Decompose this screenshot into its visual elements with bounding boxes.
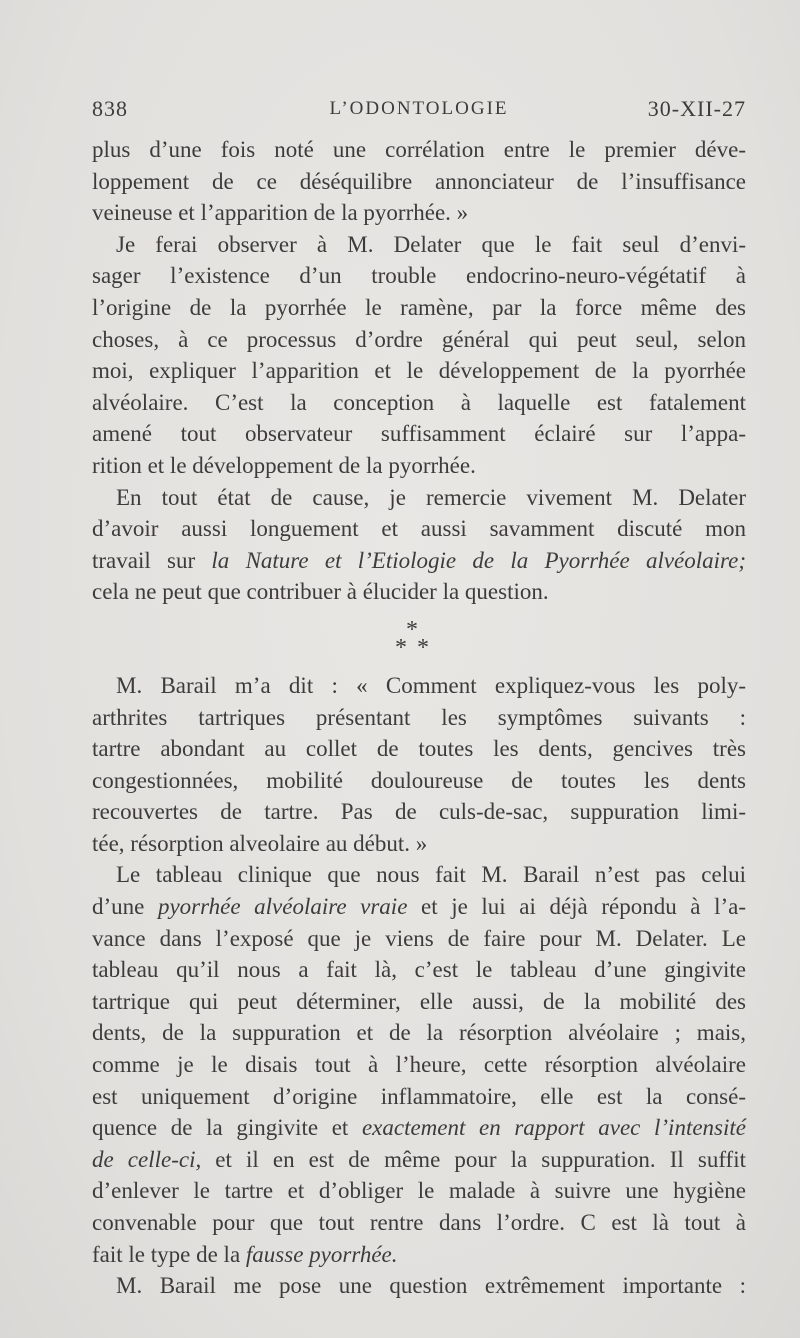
book-title: la Nature et l’Etiologie de la Pyorrhée alvéolaire; [211, 547, 746, 573]
asterism-star: * [406, 616, 418, 643]
text-line: d’enlever le tartre et d’obliger le malade à suivre une hygiène [92, 1178, 746, 1204]
text-line [92, 545, 746, 577]
text-line: rition et le développement de la pyorrhée. [92, 452, 476, 478]
text-line: loppement de ce déséquilibre annonciateur de l’insuffisance [92, 168, 746, 194]
text-run: fait le type de la [92, 1241, 246, 1267]
text-line: congestionnées, mobilité douloureuse de toutes les dents [92, 767, 746, 793]
text-line: d’avoir aussi longuement et aussi savamment discuté mon [92, 516, 746, 542]
page-number: 838 [92, 96, 128, 121]
text-line: tableau qu’il nous a fait là, c’est le tableau d’une gingivite [92, 957, 746, 983]
text-line: cela ne peut que contribuer à élucider la question. [92, 579, 549, 605]
page-body [92, 134, 746, 1302]
text-run: et je lui ai déjà répondu à l’a- [407, 894, 747, 920]
text-line [92, 1144, 746, 1176]
text-line: convenable pour que tout rentre dans l’ordre. C est là tout à [92, 1210, 746, 1235]
italic-phrase: de celle-ci, [92, 1146, 202, 1172]
text-line [92, 1112, 746, 1144]
text-line: sager l’existence d’un trouble endocrino-neuro-végétatif à [92, 263, 746, 289]
text-line: M. Barail m’a dit : « Comment expliquez-vous les poly- [116, 672, 746, 698]
text-line: choses, à ce processus d’ordre général qui peut seul, selon [92, 326, 746, 352]
text-line: alvéolaire. C’est la conception à laquelle est fatalement [92, 389, 746, 415]
text-line: comme je le disais tout à l’heure, cette résorption alvéolaire [92, 1052, 746, 1078]
paragraph [92, 134, 746, 229]
text-line: recouvertes de tartre. Pas de culs-de-sac, suppuration limi- [92, 799, 746, 825]
text-line: En tout état de cause, je remercie vivement M. Delater [116, 484, 746, 510]
text-run: d’une [92, 894, 158, 920]
text-line [92, 1239, 746, 1271]
text-line: plus d’une fois noté une corrélation entre le premier déve- [92, 137, 746, 162]
text-run: quence de la gingivite et [92, 1115, 362, 1141]
text-line: veineuse et l’apparition de la pyorrhée. » [92, 200, 469, 226]
text-line: vance dans l’exposé que je viens de faire pour M. Delater. Le [92, 925, 746, 951]
paragraph [92, 482, 746, 608]
text-run: travail sur [92, 547, 212, 573]
paragraph [92, 1270, 746, 1302]
text-run: et il en est de même pour la suppuration. Il suffit [201, 1146, 746, 1172]
asterism-star: * [395, 634, 407, 661]
text-line: tée, résorption alveolaire au début. » [92, 830, 428, 856]
text-line: dents, de la suppuration et de la résorption alvéolaire ; mais, [92, 1020, 746, 1046]
text-line: l’origine de la pyorrhée le ramène, par la force même des [92, 294, 746, 320]
page-header [92, 96, 746, 126]
italic-phrase: fausse pyorrhée. [245, 1241, 398, 1267]
italic-phrase: pyorrhée alvéolaire vraie [157, 894, 408, 920]
text-line: arthrites tartriques présentant les symptômes suivants : [92, 704, 746, 730]
text-line: tartre abondant au collet de toutes les dents, gencives très [92, 736, 746, 762]
text-line: Le tableau clinique que nous fait M. Barail n’est pas celui [116, 862, 746, 888]
asterism-star: * [417, 634, 429, 661]
text-line: Je ferai observer à M. Delater que le fait seul d’envi- [116, 231, 746, 257]
paragraph [92, 670, 746, 860]
paragraph [92, 859, 746, 1270]
running-title: L’ODONTOLOGIE [329, 98, 509, 119]
text-line: moi, expliquer l’apparition et le développement de la pyorrhée [92, 358, 746, 384]
issue-date: 30-XII-27 [647, 96, 746, 121]
text-line [92, 891, 746, 923]
asterism-divider [92, 608, 746, 670]
text-line: M. Barail me pose une question extrêmement importante : [116, 1273, 746, 1299]
text-line: est uniquement d’origine inflammatoire, elle est la consé- [92, 1083, 746, 1109]
text-line: amené tout observateur suffisamment éclairé sur l’appa- [92, 421, 746, 447]
paragraph [92, 229, 746, 482]
italic-phrase: exactement en rapport avec l’intensité [361, 1115, 746, 1141]
text-line: tartrique qui peut déterminer, elle aussi, de la mobilité des [92, 988, 746, 1014]
